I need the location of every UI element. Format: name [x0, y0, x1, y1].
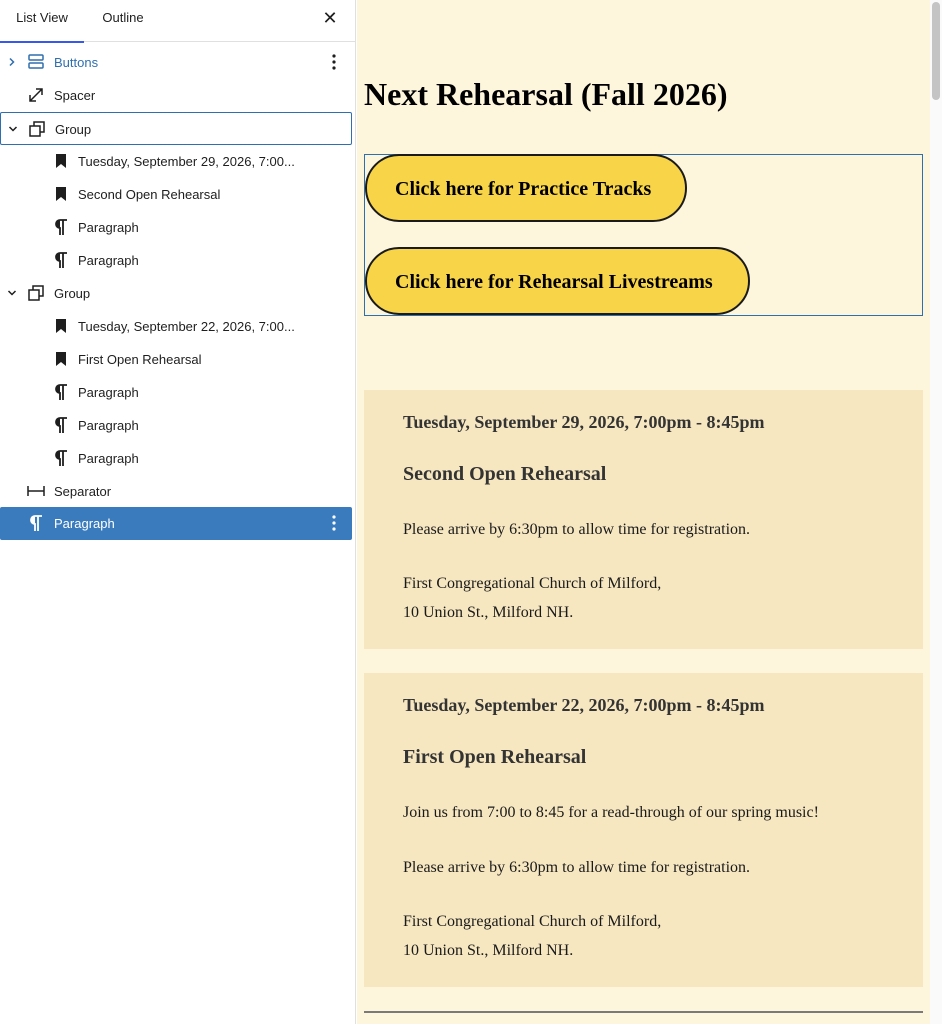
list-item-heading[interactable] [0, 145, 352, 178]
bookmark-icon [51, 184, 71, 204]
chevron-down-icon[interactable] [4, 285, 20, 301]
card-date-heading[interactable]: Tuesday, September 22, 2026, 7:00pm - 8:45pm [403, 695, 765, 715]
separator-icon [26, 481, 46, 501]
group-icon [26, 283, 46, 303]
tab-list-view[interactable]: List View [0, 0, 84, 42]
list-item-paragraph[interactable] [0, 244, 352, 277]
card-paragraph[interactable]: Please arrive by 6:30pm to allow time for registration. [403, 521, 751, 538]
scrollbar[interactable] [930, 0, 942, 1024]
list-item-buttons[interactable] [0, 46, 352, 79]
paragraph-icon [51, 415, 71, 435]
list-item-label: Tuesday, September 22, 2026, 7:00... [78, 319, 295, 334]
list-view-sidebar [0, 0, 356, 1024]
list-item-paragraph[interactable] [0, 376, 352, 409]
list-item-label: Second Open Rehearsal [78, 187, 221, 202]
resize-icon [26, 85, 46, 105]
list-item-label: Buttons [54, 55, 99, 70]
editor-canvas [357, 0, 942, 1024]
card-paragraph[interactable]: Please arrive by 6:30pm to allow time for registration. [403, 859, 751, 876]
list-item-paragraph[interactable] [0, 442, 352, 475]
list-item-label: Tuesday, September 29, 2026, 7:00... [78, 154, 295, 169]
address-line: 10 Union St., Milford NH. [403, 604, 574, 621]
bookmark-icon [51, 349, 71, 369]
practice-tracks-button[interactable]: Click here for Practice Tracks [365, 154, 687, 222]
chevron-down-icon[interactable] [5, 121, 21, 137]
more-options-icon[interactable] [324, 513, 344, 533]
list-item-heading[interactable] [0, 178, 352, 211]
list-item-label: Paragraph [78, 253, 139, 268]
paragraph-icon [26, 513, 46, 533]
card-paragraph[interactable] [403, 569, 661, 627]
list-item-paragraph[interactable] [0, 211, 352, 244]
bookmark-icon [51, 151, 71, 171]
list-item-label: Paragraph [78, 418, 139, 433]
paragraph-icon [51, 217, 71, 237]
list-item-group[interactable] [0, 277, 352, 310]
list-item-heading[interactable] [0, 310, 352, 343]
group-card[interactable] [364, 390, 923, 649]
list-item-group[interactable] [0, 112, 352, 145]
list-item-paragraph-selected[interactable] [0, 507, 352, 540]
page-heading[interactable]: Next Rehearsal (Fall 2026) [364, 76, 728, 112]
buttons-icon [26, 52, 46, 72]
list-item-label: Separator [54, 484, 112, 499]
address-line: 10 Union St., Milford NH. [403, 942, 574, 959]
list-item-label: Paragraph [78, 451, 139, 466]
card-paragraph[interactable] [403, 907, 661, 965]
list-item-label: First Open Rehearsal [78, 352, 202, 367]
group-icon [27, 119, 47, 139]
address-line: First Congregational Church of Milford, [403, 575, 662, 592]
scrollbar-thumb[interactable] [932, 2, 940, 100]
buttons-block[interactable] [364, 154, 923, 316]
list-item-label: Group [55, 122, 92, 137]
separator-line[interactable] [364, 1011, 923, 1013]
card-date-heading[interactable]: Tuesday, September 29, 2026, 7:00pm - 8:45pm [403, 412, 765, 432]
chevron-right-icon[interactable] [4, 54, 20, 70]
paragraph-icon [51, 382, 71, 402]
tab-outline[interactable]: Outline [102, 10, 144, 25]
list-item-paragraph[interactable] [0, 409, 352, 442]
list-item-label: Paragraph [78, 385, 139, 400]
card-title-heading[interactable]: First Open Rehearsal [403, 746, 587, 768]
address-line: First Congregational Church of Milford, [403, 913, 662, 930]
list-item-label: Spacer [54, 88, 96, 103]
card-title-heading[interactable]: Second Open Rehearsal [403, 463, 607, 485]
list-item-label: Group [54, 286, 91, 301]
more-options-icon[interactable] [324, 52, 344, 72]
list-item-label: Paragraph [78, 220, 139, 235]
rehearsal-livestreams-button[interactable]: Click here for Rehearsal Livestreams [365, 247, 750, 315]
list-item-spacer[interactable] [0, 79, 352, 112]
paragraph-icon [51, 448, 71, 468]
group-card[interactable] [364, 673, 923, 987]
bookmark-icon [51, 316, 71, 336]
paragraph-icon [51, 250, 71, 270]
card-paragraph[interactable]: Join us from 7:00 to 8:45 for a read-through of our spring music! [403, 804, 819, 821]
close-icon[interactable]: ✕ [322, 8, 338, 28]
list-item-label: Paragraph [54, 516, 115, 531]
sidebar-tabbar [0, 0, 356, 42]
list-item-separator[interactable] [0, 475, 352, 508]
list-item-heading[interactable] [0, 343, 352, 376]
